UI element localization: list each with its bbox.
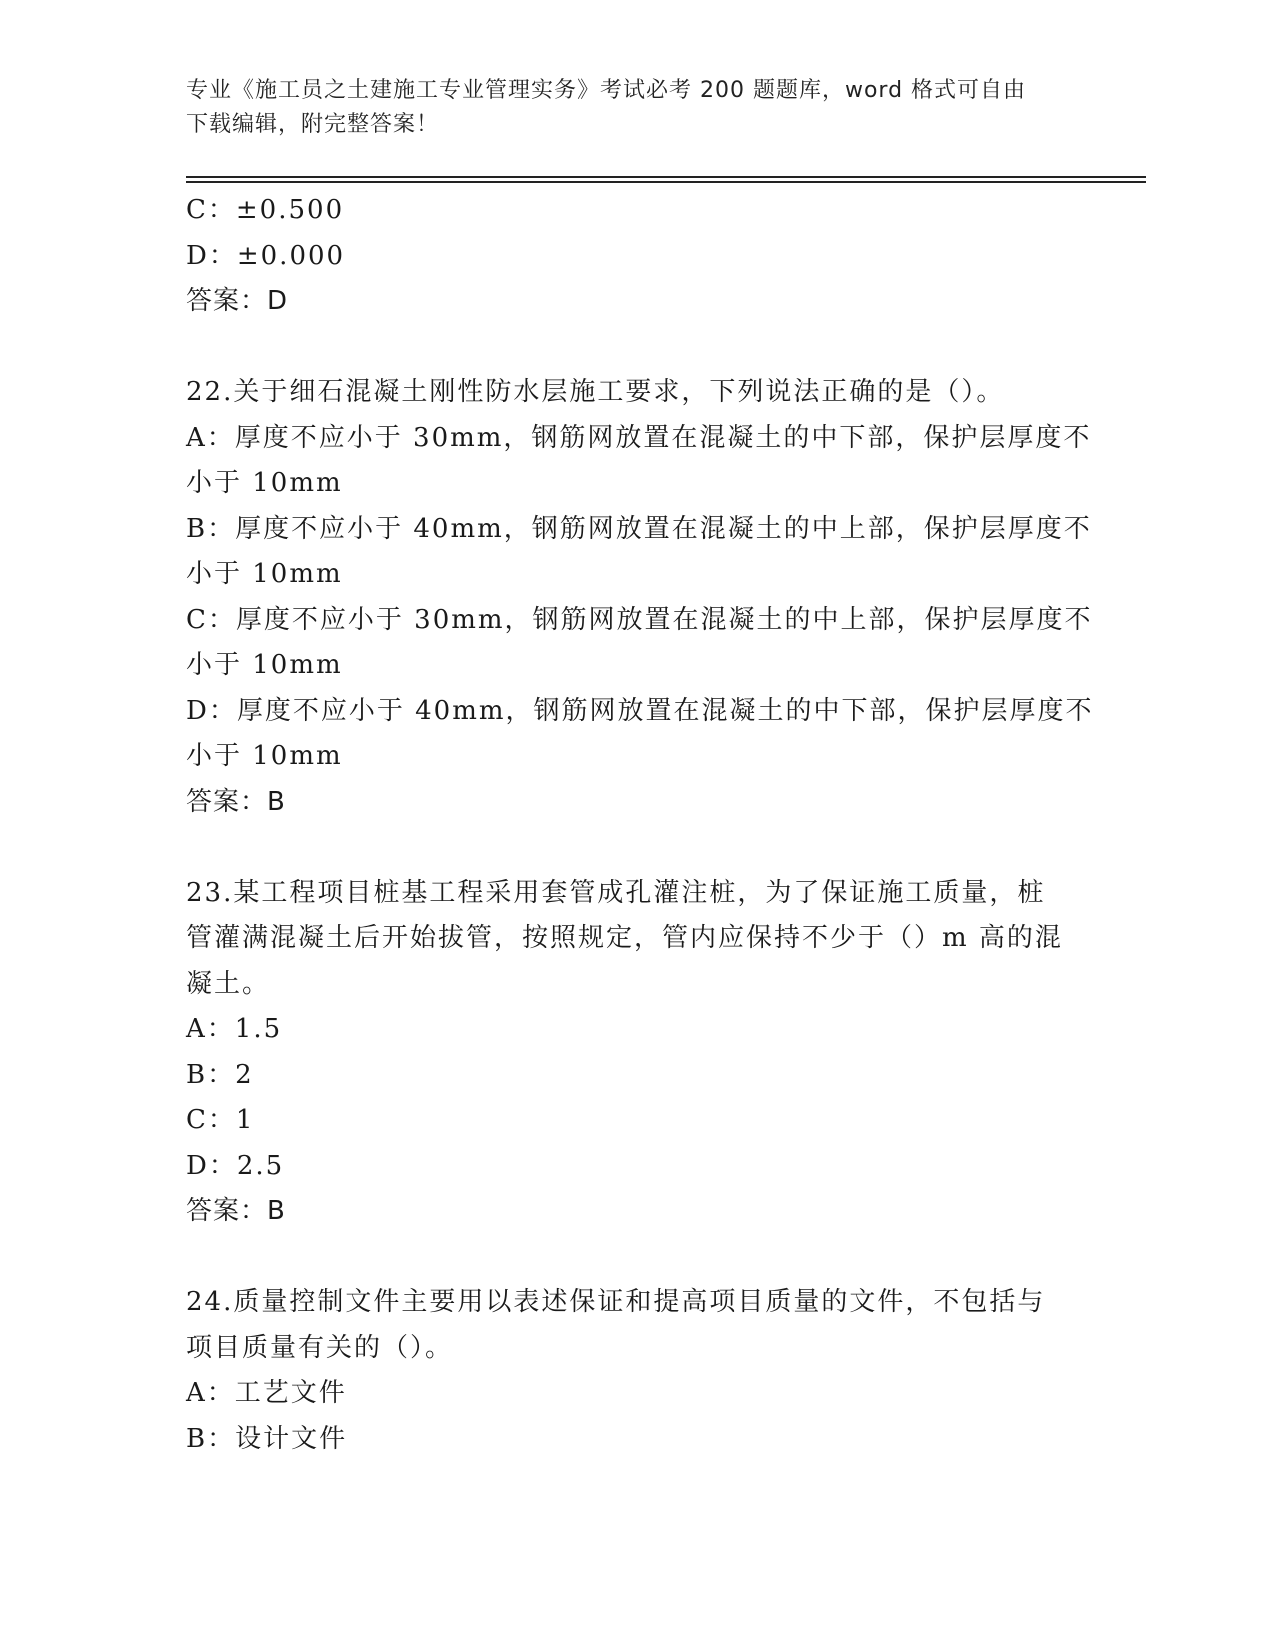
option-c: C：厚度不应小于 30mm，钢筋网放置在混凝土的中上部，保护层厚度不 [186,604,1093,635]
option-a-continued: 小于 10mm [186,468,343,498]
question-23 [186,871,1086,1235]
header-divider-bottom [186,181,1146,183]
question-22 [186,370,1094,825]
question-21-tail [186,188,1086,325]
option-a: A：1.5 [186,1014,283,1044]
option-b-continued: 小于 10mm [186,559,343,589]
question-stem-continued: 凝土。 [186,968,271,999]
question-stem-continued: 管灌满混凝土后开始拔管，按照规定，管内应保持不少于（）m 高的混 [186,923,1063,953]
option-d: D：±0.000 [186,240,346,271]
header-title-line-1: 专业《施工员之土建施工专业管理实务》考试必考 200 题题库，word 格式可自由 [186,78,1027,103]
spacer [186,1235,1086,1281]
header-title-line-2: 下载编辑，附完整答案！ [186,112,440,137]
option-b: B：设计文件 [186,1423,348,1454]
header-divider-top [186,176,1146,178]
answer: 答案：D [186,286,289,316]
option-d: D：2.5 [186,1150,285,1181]
option-b: B：2 [186,1059,254,1090]
option-a: A：工艺文件 [186,1378,347,1408]
option-c-continued: 小于 10mm [186,650,343,680]
spacer [186,825,1086,871]
option-a: A：厚度不应小于 30mm，钢筋网放置在混凝土的中下部，保护层厚度不 [186,422,1092,453]
spacer [186,325,1086,371]
question-24 [186,1280,1086,1462]
question-stem: 23.某工程项目桩基工程采用套管成孔灌注桩，为了保证施工质量，桩 [186,877,1046,908]
option-c: C：1 [186,1105,255,1135]
answer: 答案：B [186,786,286,817]
question-stem-continued: 项目质量有关的（）。 [186,1332,454,1363]
question-stem: 24.质量控制文件主要用以表述保证和提高项目质量的文件，不包括与 [186,1287,1046,1317]
option-c: C：±0.500 [186,195,345,225]
option-b: B：厚度不应小于 40mm，钢筋网放置在混凝土的中上部，保护层厚度不 [186,513,1092,544]
answer: 答案：B [186,1196,286,1226]
question-stem: 22.关于细石混凝土刚性防水层施工要求，下列说法正确的是（）。 [186,377,1005,407]
question-content [186,188,1094,1462]
option-d-continued: 小于 10mm [186,741,343,771]
document-header [186,74,1066,142]
option-d: D：厚度不应小于 40mm，钢筋网放置在混凝土的中下部，保护层厚度不 [186,695,1094,726]
